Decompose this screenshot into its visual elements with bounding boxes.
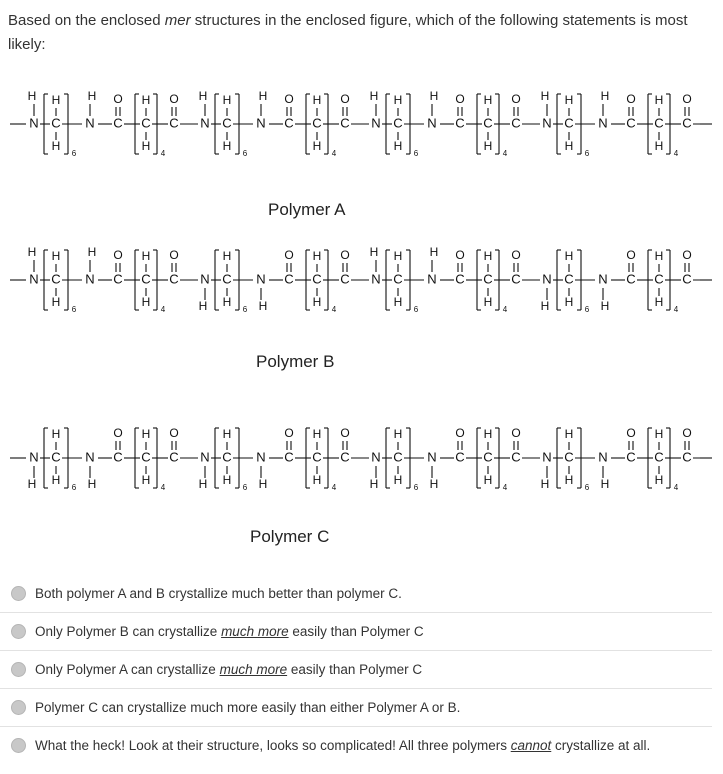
carbon-atom: C <box>564 449 574 465</box>
carbon-atom: C <box>393 449 403 465</box>
radio-button-icon[interactable] <box>11 738 26 753</box>
hydrogen-atom: H <box>198 89 208 104</box>
carbon-atom: C <box>654 449 664 465</box>
hydrogen-atom: H <box>393 249 403 264</box>
hydrogen-atom: H <box>393 427 403 442</box>
repeat-subscript: 4 <box>673 305 679 315</box>
hydrogen-atom: H <box>198 299 208 314</box>
nitrogen-atom: N <box>598 449 608 465</box>
carbon-atom: C <box>340 271 350 287</box>
oxygen-atom: O <box>340 92 350 107</box>
hydrogen-atom: H <box>222 473 232 488</box>
hydrogen-atom: H <box>27 477 37 492</box>
carbon-atom: C <box>312 449 322 465</box>
repeat-subscript: 6 <box>242 149 248 159</box>
hydrogen-atom: H <box>483 295 493 310</box>
oxygen-atom: O <box>626 92 636 107</box>
option-text: What the heck! Look at their structure, looks so complicated! All three polymers <box>35 738 511 753</box>
carbon-atom: C <box>169 271 179 287</box>
nitrogen-atom: N <box>427 271 437 287</box>
nitrogen-atom: N <box>200 115 210 131</box>
radio-button-icon[interactable] <box>11 700 26 715</box>
hydrogen-atom: H <box>222 139 232 154</box>
carbon-atom: C <box>312 115 322 131</box>
hydrogen-atom: H <box>222 295 232 310</box>
repeat-subscript: 6 <box>413 483 419 493</box>
hydrogen-atom: H <box>312 139 322 154</box>
hydrogen-atom: H <box>51 249 61 264</box>
repeat-subscript: 6 <box>71 305 77 315</box>
hydrogen-atom: H <box>564 295 574 310</box>
carbon-atom: C <box>626 115 636 131</box>
nitrogen-atom: N <box>29 449 39 465</box>
hydrogen-atom: H <box>393 473 403 488</box>
carbon-atom: C <box>222 449 232 465</box>
nitrogen-atom: N <box>542 271 552 287</box>
hydrogen-atom: H <box>483 473 493 488</box>
option-emphasis: much more <box>219 662 288 677</box>
repeat-subscript: 4 <box>673 149 679 159</box>
question-text <box>8 9 708 57</box>
carbon-atom: C <box>113 115 123 131</box>
repeat-subscript: 6 <box>584 305 590 315</box>
hydrogen-atom: H <box>258 89 268 104</box>
carbon-atom: C <box>284 449 294 465</box>
carbon-atom: C <box>564 271 574 287</box>
carbon-atom: C <box>393 271 403 287</box>
hydrogen-atom: H <box>564 93 574 108</box>
hydrogen-atom: H <box>51 473 61 488</box>
carbon-atom: C <box>51 271 61 287</box>
oxygen-atom: O <box>455 248 465 263</box>
repeat-subscript: 4 <box>331 305 337 315</box>
repeat-subscript: 4 <box>331 483 337 493</box>
nitrogen-atom: N <box>371 449 381 465</box>
repeat-subscript: 6 <box>413 149 419 159</box>
hydrogen-atom: H <box>429 245 439 260</box>
hydrogen-atom: H <box>222 93 232 108</box>
hydrogen-atom: H <box>429 89 439 104</box>
hydrogen-atom: H <box>483 249 493 264</box>
repeat-subscript: 6 <box>71 149 77 159</box>
hydrogen-atom: H <box>564 139 574 154</box>
nitrogen-atom: N <box>427 115 437 131</box>
nitrogen-atom: N <box>200 271 210 287</box>
nitrogen-atom: N <box>598 271 608 287</box>
oxygen-atom: O <box>113 248 123 263</box>
carbon-atom: C <box>113 271 123 287</box>
nitrogen-atom: N <box>371 115 381 131</box>
oxygen-atom: O <box>113 92 123 107</box>
radio-button-icon[interactable] <box>11 586 26 601</box>
hydrogen-atom: H <box>222 249 232 264</box>
carbon-atom: C <box>51 115 61 131</box>
nitrogen-atom: N <box>29 271 39 287</box>
hydrogen-atom: H <box>87 245 97 260</box>
oxygen-atom: O <box>511 426 521 441</box>
hydrogen-atom: H <box>483 93 493 108</box>
option-emphasis: cannot <box>510 738 552 753</box>
carbon-atom: C <box>511 449 521 465</box>
question-emphasis: mer <box>164 12 191 29</box>
oxygen-atom: O <box>113 426 123 441</box>
oxygen-atom: O <box>169 248 179 263</box>
option-text: Only Polymer A can crystallize <box>35 662 220 677</box>
hydrogen-atom: H <box>258 299 268 314</box>
hydrogen-atom: H <box>87 477 97 492</box>
carbon-atom: C <box>222 115 232 131</box>
nitrogen-atom: N <box>200 449 210 465</box>
hydrogen-atom: H <box>27 89 37 104</box>
nitrogen-atom: N <box>427 449 437 465</box>
question-part-1: Based on the enclosed <box>8 12 165 29</box>
oxygen-atom: O <box>284 426 294 441</box>
hydrogen-atom: H <box>540 89 550 104</box>
caption-polymer-a: Polymer A <box>268 200 346 219</box>
hydrogen-atom: H <box>51 139 61 154</box>
repeat-subscript: 4 <box>502 149 508 159</box>
hydrogen-atom: H <box>141 139 151 154</box>
hydrogen-atom: H <box>654 473 664 488</box>
hydrogen-atom: H <box>564 473 574 488</box>
nitrogen-atom: N <box>371 271 381 287</box>
carbon-atom: C <box>511 271 521 287</box>
answer-options <box>0 575 712 764</box>
oxygen-atom: O <box>511 248 521 263</box>
hydrogen-atom: H <box>51 295 61 310</box>
hydrogen-atom: H <box>654 249 664 264</box>
carbon-atom: C <box>564 115 574 131</box>
hydrogen-atom: H <box>483 427 493 442</box>
repeat-subscript: 6 <box>71 483 77 493</box>
hydrogen-atom: H <box>312 427 322 442</box>
polymer-structures-svg <box>0 70 723 570</box>
carbon-atom: C <box>511 115 521 131</box>
hydrogen-atom: H <box>51 93 61 108</box>
oxygen-atom: O <box>169 426 179 441</box>
repeat-subscript: 4 <box>160 149 166 159</box>
hydrogen-atom: H <box>141 295 151 310</box>
option-text: Both polymer A and B crystallize much better than polymer C. <box>35 586 402 601</box>
hydrogen-atom: H <box>51 427 61 442</box>
nitrogen-atom: N <box>85 449 95 465</box>
nitrogen-atom: N <box>85 115 95 131</box>
hydrogen-atom: H <box>393 93 403 108</box>
oxygen-atom: O <box>455 92 465 107</box>
carbon-atom: C <box>455 449 465 465</box>
carbon-atom: C <box>169 115 179 131</box>
carbon-atom: C <box>654 271 664 287</box>
option-text-end: crystallize at all. <box>551 738 651 753</box>
carbon-atom: C <box>455 271 465 287</box>
repeat-subscript: 4 <box>331 149 337 159</box>
repeat-subscript: 6 <box>413 305 419 315</box>
answer-option-3[interactable] <box>0 650 712 688</box>
polymer-structures-figure <box>0 70 723 570</box>
repeat-subscript: 4 <box>160 483 166 493</box>
answer-option-5[interactable] <box>0 726 712 764</box>
hydrogen-atom: H <box>483 139 493 154</box>
carbon-atom: C <box>682 449 692 465</box>
oxygen-atom: O <box>682 248 692 263</box>
carbon-atom: C <box>455 115 465 131</box>
carbon-atom: C <box>483 115 493 131</box>
hydrogen-atom: H <box>312 93 322 108</box>
caption-polymer-b: Polymer B <box>256 352 335 371</box>
radio-button-icon[interactable] <box>11 624 26 639</box>
hydrogen-atom: H <box>600 477 610 492</box>
hydrogen-atom: H <box>429 477 439 492</box>
hydrogen-atom: H <box>312 295 322 310</box>
hydrogen-atom: H <box>87 89 97 104</box>
carbon-atom: C <box>626 449 636 465</box>
answer-option-4[interactable] <box>0 688 712 726</box>
radio-button-icon[interactable] <box>11 662 26 677</box>
question-part-2: structures in the enclosed figure, which of the following statements is most likely: <box>8 12 688 53</box>
oxygen-atom: O <box>682 426 692 441</box>
option-text: Only Polymer B can crystallize <box>35 624 222 639</box>
hydrogen-atom: H <box>141 427 151 442</box>
hydrogen-atom: H <box>198 477 208 492</box>
answer-option-2[interactable] <box>0 612 712 650</box>
hydrogen-atom: H <box>222 427 232 442</box>
carbon-atom: C <box>393 115 403 131</box>
carbon-atom: C <box>483 449 493 465</box>
hydrogen-atom: H <box>564 427 574 442</box>
hydrogen-atom: H <box>654 93 664 108</box>
hydrogen-atom: H <box>600 299 610 314</box>
hydrogen-atom: H <box>369 89 379 104</box>
repeat-subscript: 6 <box>242 483 248 493</box>
repeat-subscript: 4 <box>160 305 166 315</box>
carbon-atom: C <box>51 449 61 465</box>
carbon-atom: C <box>626 271 636 287</box>
nitrogen-atom: N <box>542 449 552 465</box>
hydrogen-atom: H <box>654 139 664 154</box>
nitrogen-atom: N <box>256 271 266 287</box>
hydrogen-atom: H <box>540 299 550 314</box>
carbon-atom: C <box>113 449 123 465</box>
repeat-subscript: 4 <box>673 483 679 493</box>
oxygen-atom: O <box>626 426 636 441</box>
carbon-atom: C <box>141 115 151 131</box>
hydrogen-atom: H <box>393 295 403 310</box>
carbon-atom: C <box>654 115 664 131</box>
hydrogen-atom: H <box>654 427 664 442</box>
hydrogen-atom: H <box>312 249 322 264</box>
hydrogen-atom: H <box>600 89 610 104</box>
option-emphasis: much more <box>221 624 289 639</box>
carbon-atom: C <box>340 115 350 131</box>
oxygen-atom: O <box>626 248 636 263</box>
hydrogen-atom: H <box>258 477 268 492</box>
nitrogen-atom: N <box>598 115 608 131</box>
oxygen-atom: O <box>455 426 465 441</box>
carbon-atom: C <box>141 449 151 465</box>
repeat-subscript: 6 <box>242 305 248 315</box>
carbon-atom: C <box>284 271 294 287</box>
caption-polymer-c: Polymer C <box>250 527 330 546</box>
hydrogen-atom: H <box>540 477 550 492</box>
carbon-atom: C <box>682 115 692 131</box>
hydrogen-atom: H <box>141 249 151 264</box>
carbon-atom: C <box>284 115 294 131</box>
oxygen-atom: O <box>682 92 692 107</box>
repeat-subscript: 6 <box>584 149 590 159</box>
carbon-atom: C <box>483 271 493 287</box>
hydrogen-atom: H <box>369 245 379 260</box>
hydrogen-atom: H <box>564 249 574 264</box>
repeat-subscript: 6 <box>584 483 590 493</box>
carbon-atom: C <box>141 271 151 287</box>
oxygen-atom: O <box>511 92 521 107</box>
oxygen-atom: O <box>284 248 294 263</box>
nitrogen-atom: N <box>85 271 95 287</box>
nitrogen-atom: N <box>29 115 39 131</box>
option-text-end: easily than Polymer C <box>287 662 423 677</box>
oxygen-atom: O <box>169 92 179 107</box>
option-text-end: easily than Polymer C <box>288 624 424 639</box>
oxygen-atom: O <box>284 92 294 107</box>
hydrogen-atom: H <box>654 295 664 310</box>
hydrogen-atom: H <box>369 477 379 492</box>
repeat-subscript: 4 <box>502 483 508 493</box>
nitrogen-atom: N <box>256 115 266 131</box>
carbon-atom: C <box>169 449 179 465</box>
hydrogen-atom: H <box>393 139 403 154</box>
carbon-atom: C <box>312 271 322 287</box>
carbon-atom: C <box>682 271 692 287</box>
hydrogen-atom: H <box>141 93 151 108</box>
carbon-atom: C <box>340 449 350 465</box>
carbon-atom: C <box>222 271 232 287</box>
oxygen-atom: O <box>340 248 350 263</box>
hydrogen-atom: H <box>141 473 151 488</box>
nitrogen-atom: N <box>542 115 552 131</box>
repeat-subscript: 4 <box>502 305 508 315</box>
answer-option-1[interactable] <box>0 575 712 612</box>
option-text: Polymer C can crystallize much more easily than either Polymer A or B. <box>35 700 461 715</box>
hydrogen-atom: H <box>312 473 322 488</box>
oxygen-atom: O <box>340 426 350 441</box>
hydrogen-atom: H <box>27 245 37 260</box>
nitrogen-atom: N <box>256 449 266 465</box>
